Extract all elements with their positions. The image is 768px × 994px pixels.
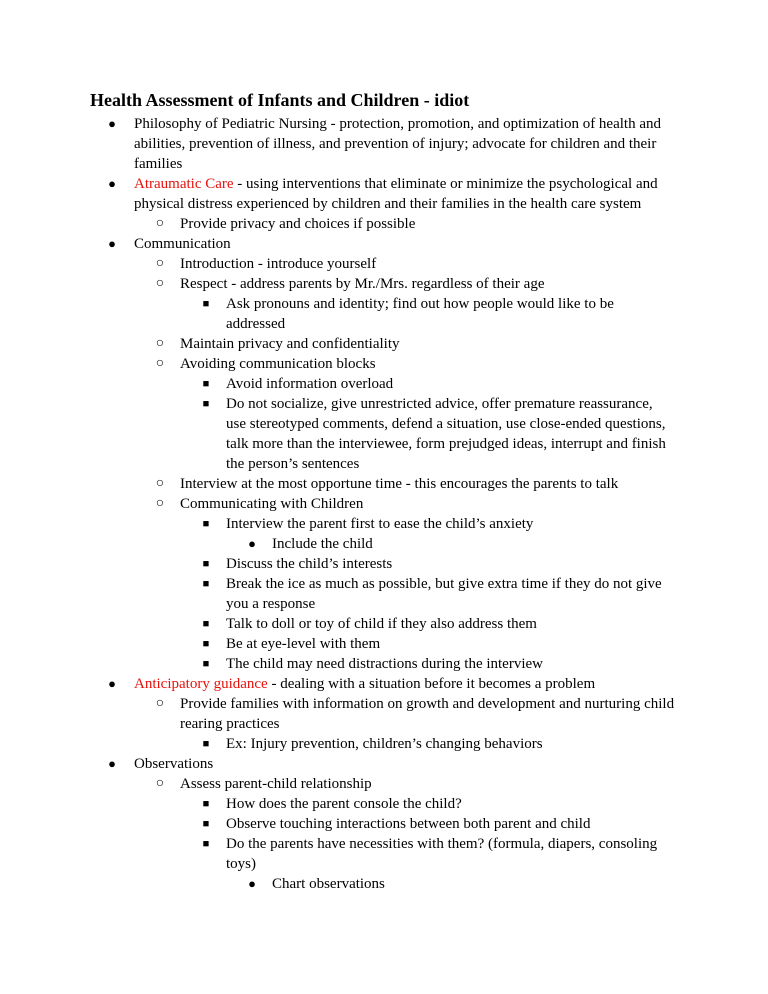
text-line: Avoiding communication blocks	[180, 356, 376, 372]
bullet-disc: ●	[108, 116, 116, 131]
bullet-square: ■	[202, 578, 210, 590]
text-line: Avoid information overload	[226, 376, 394, 392]
bullet-square: ■	[202, 838, 210, 850]
bullet-square: ■	[202, 738, 210, 750]
text-line: toys)	[226, 856, 256, 872]
bullet-disc: ●	[248, 536, 256, 551]
bullet-circle: ○	[155, 276, 165, 291]
text-line: Be at eye-level with them	[226, 636, 381, 652]
text-line: Ask pronouns and identity; find out how people would like to be	[226, 296, 614, 312]
bullet-square: ■	[202, 638, 210, 650]
text-line: Provide families with information on growth and development and nurturing child	[180, 696, 675, 712]
text-line: Philosophy of Pediatric Nursing - protection, promotion, and optimization of health and	[134, 116, 661, 132]
bullet-disc: ●	[108, 176, 116, 191]
bullet-circle: ○	[155, 216, 165, 231]
text-line: Communicating with Children	[180, 496, 364, 512]
text-line: rearing practices	[180, 716, 280, 732]
text-line: use stereotyped comments, defend a situation, use close-ended questions,	[226, 416, 666, 432]
text-line: Discuss the child’s interests	[226, 556, 393, 572]
text-line: families	[134, 156, 183, 172]
text-line: Interview at the most opportune time - this encourages the parents to talk	[180, 476, 619, 492]
text-span: - using interventions that eliminate or minimize the psychological and	[233, 176, 658, 192]
bullet-square: ■	[202, 618, 210, 630]
text-line: Communication	[134, 236, 231, 252]
text-line: Provide privacy and choices if possible	[180, 216, 416, 232]
text-line	[134, 174, 658, 194]
text-line: addressed	[226, 316, 286, 332]
bullet-square: ■	[202, 398, 210, 410]
bullet-disc: ●	[108, 236, 116, 251]
bullet-square: ■	[202, 378, 210, 390]
text-line: Ex: Injury prevention, children’s changing behaviors	[226, 736, 543, 752]
text-line: you a response	[226, 596, 316, 612]
bullet-square: ■	[202, 298, 210, 310]
text-line: Include the child	[272, 536, 373, 552]
bullet-square: ■	[202, 818, 210, 830]
bullet-square: ■	[202, 658, 210, 670]
text-line: the person’s sentences	[226, 456, 360, 472]
highlighted-term: Atraumatic Care	[134, 176, 234, 192]
text-line: Observations	[134, 756, 214, 772]
text-line: Chart observations	[272, 876, 385, 892]
document-title: Health Assessment of Infants and Children - idiot	[90, 90, 470, 110]
text-line: abilities, prevention of illness, and prevention of injury; advocate for children and their	[134, 136, 657, 152]
text-line: Interview the parent first to ease the child’s anxiety	[226, 516, 534, 532]
text-line: Observe touching interactions between both parent and child	[226, 816, 591, 832]
bullet-square: ■	[202, 558, 210, 570]
bullet-square: ■	[202, 798, 210, 810]
bullet-square: ■	[202, 518, 210, 530]
bullet-circle: ○	[155, 776, 165, 791]
bullet-disc: ●	[248, 876, 256, 891]
text-line: Talk to doll or toy of child if they also address them	[226, 616, 537, 632]
text-line: Do the parents have necessities with them? (formula, diapers, consoling	[226, 836, 658, 852]
text-line: Do not socialize, give unrestricted advice, offer premature reassurance,	[226, 396, 653, 412]
bullet-disc: ●	[108, 756, 116, 771]
bullet-disc: ●	[108, 676, 116, 691]
text-line: talk more than the interviewee, form prejudged ideas, interrupt and finish	[226, 436, 666, 452]
bullet-circle: ○	[155, 256, 165, 271]
text-line: Break the ice as much as possible, but give extra time if they do not give	[226, 576, 662, 592]
text-line: Assess parent-child relationship	[180, 776, 372, 792]
text-line: physical distress experienced by children and their families in the health care system	[134, 196, 642, 212]
highlighted-term: Anticipatory guidance	[134, 676, 268, 692]
text-line: How does the parent console the child?	[226, 796, 462, 812]
text-line: Maintain privacy and confidentiality	[180, 336, 400, 352]
bullet-circle: ○	[155, 696, 165, 711]
text-line: The child may need distractions during the interview	[226, 656, 543, 672]
bullet-circle: ○	[155, 476, 165, 491]
text-line	[134, 674, 595, 694]
bullet-circle: ○	[155, 336, 165, 351]
bullet-circle: ○	[155, 356, 165, 371]
text-span: - dealing with a situation before it becomes a problem	[267, 676, 596, 692]
bullet-circle: ○	[155, 496, 165, 511]
text-line: Respect - address parents by Mr./Mrs. regardless of their age	[180, 276, 545, 292]
text-line: Introduction - introduce yourself	[180, 256, 377, 272]
